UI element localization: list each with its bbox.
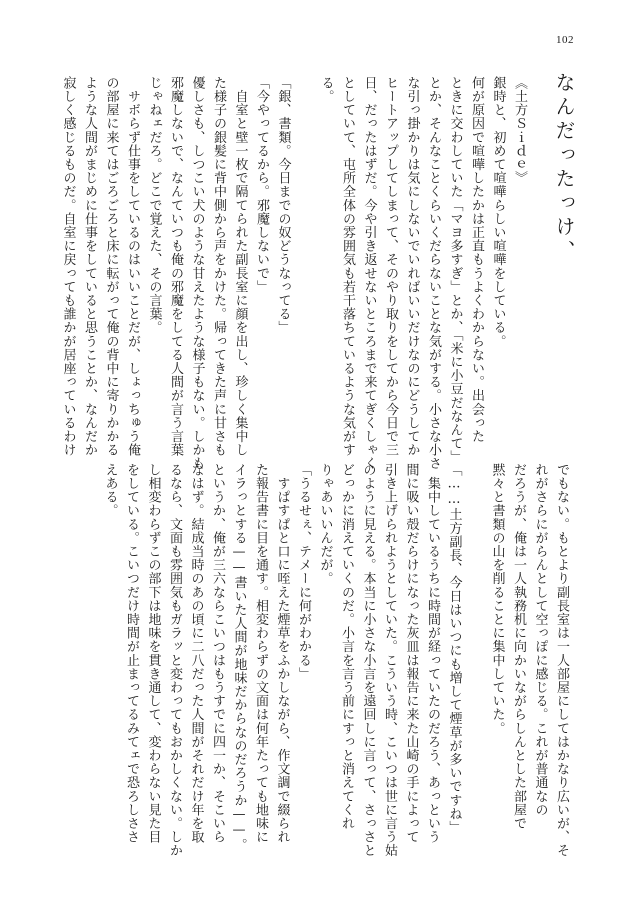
text-column: 集中しているうちに時間が経っていたのだろう、あっという <box>425 463 440 844</box>
text-column: のように見える。本当に小さな小言を遠回しに言って、さっさと <box>360 463 376 858</box>
text-column: 寂しく感じるものだ。自室に戻っても誰かが居座っているわけ <box>60 76 76 457</box>
text-column: し相変わらずこの部下は地味を貫き通して、変わらない見た目 <box>145 463 161 844</box>
text-column: えある。 <box>102 463 118 518</box>
text-column: 間に吸い殻だらけになった灰皿は報告に来た山崎の手によって <box>403 463 419 844</box>
text-column: サボらず仕事をしているのはいいことだが、しょっちゅう俺 <box>125 76 140 457</box>
text-column: ヒートアップしてしまって、そのやり取りをしてから今日で三 <box>383 76 398 457</box>
text-column: 何が原因で喧嘩したかは正直もうよくわからない。出会った <box>469 76 484 444</box>
text-column: 銀時と、初めて喧嘩らしい喧嘩をしている。 <box>490 76 506 348</box>
text-column: 「今やってるから。邪魔しないで」 <box>254 76 269 294</box>
text-column: 《土方Ｓｉｄｅ》 <box>512 76 527 185</box>
text-column: るなら、文面も雰囲気もガラッと変わってもおかしくない。しか <box>167 463 182 858</box>
text-column: 「……土方副長、今日はいつにも増して煙草が多いですね」 <box>446 463 462 835</box>
chapter-title: なんだったっけ、 <box>552 72 576 264</box>
text-column: 「うるせぇ、テメーに何がわかる」 <box>296 463 311 681</box>
text-column: た様子の銀髪に背中側から声をかけた。帰ってきた声に甘さも <box>211 76 226 457</box>
text-column: でもない。もとより副長室は一人部屋にしてはかなり広いが、そ <box>554 463 569 858</box>
text-column: な引っ掛かりは気にしないでいればいいだけなのにどうしてか <box>404 76 420 457</box>
text-column: をしている。こいつだけ時間が止まってるみてェで恐ろしささ <box>124 463 139 844</box>
text-column: 自室と壁一枚で隔てられた副長室に顔を出し、珍しく集中し <box>232 76 248 457</box>
text-column: すぱすぱと口に咥えた煙草をふかしながら、作文調で綴られ <box>274 463 290 844</box>
text-column: れがさらにがらんとして空っぽに感じる。これが普通なの <box>532 463 548 817</box>
text-column: どっかに消えていくのだ。小言を言う前にすっと消えてくれ <box>339 463 354 831</box>
page-number: 102 <box>556 34 574 46</box>
text-column: の部屋に来てはごろごろと床に転がって俺の背中に寄りかかる <box>103 76 119 457</box>
text-column: 黙々と書類の山を削ることに集中していた。 <box>489 463 505 735</box>
text-column: なはず。結成当時のあの頃に二八だった人間がそれだけ年を取 <box>188 463 204 844</box>
text-column: ような人間がまじめに仕事をしていると思うことか、なんだか <box>82 76 97 457</box>
text-column: 優しさも、しつこい犬のような甘えたような様子もない。しかも <box>189 76 205 471</box>
text-column: というか、俺が三六ならこいつはもうすでに四一か、そこいら <box>210 463 225 844</box>
text-column: 引き上げられようとしていた。こういう時、こいつは世に言う姑 <box>382 463 397 858</box>
text-column: イラっとする——書いた人間が地味だからなのだろうか——。 <box>231 463 247 852</box>
text-column: る。 <box>318 76 334 104</box>
text-column: 「銀、書類。今日までの奴どうなってる」 <box>275 76 291 335</box>
text-column: とか、そんなことくらいくだらないことな気がする。小さな小さ <box>426 76 441 471</box>
text-column: 日、だったはずだ。今や引き返せないところまで来てぎくしゃく <box>361 76 377 471</box>
text-column: りゃあいいんだが。 <box>317 463 333 586</box>
text-column: としていて、屯所全体の雰囲気も若干落ちているような気がす <box>340 76 355 457</box>
text-column: 邪魔しないで、なんていつも俺の邪魔をしてる人間が言う言葉 <box>168 76 183 457</box>
text-column: ときに交わしていた「マヨ多すぎ」とか、「米に小豆だなんて」 <box>447 76 463 464</box>
text-column: た報告書に目を通す。相変わらずの文面は何年たっても地味に <box>253 463 268 844</box>
text-column: だろうが、俺は一人執務机に向かいながらしんとした部屋で <box>511 463 526 831</box>
text-column: じゃねェだろ。どこで覚えた、その言葉。 <box>146 76 162 335</box>
